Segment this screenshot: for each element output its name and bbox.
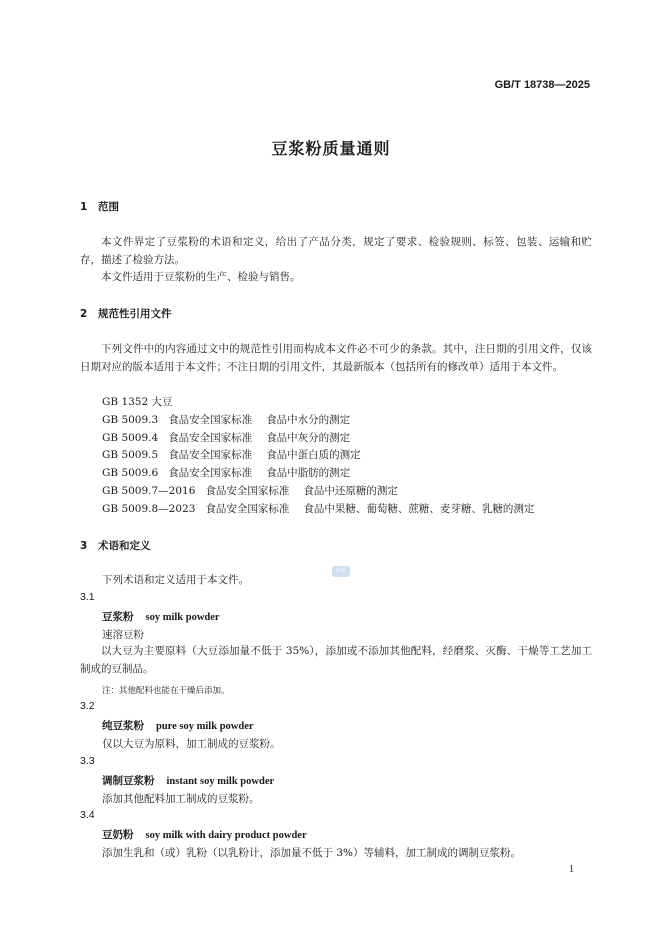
- reference-title: 食品中脂肪的测定: [266, 467, 351, 479]
- reference-title: 食品中水分的测定: [266, 414, 351, 426]
- page-number: 1: [569, 864, 574, 875]
- section-3-heading: [80, 538, 151, 553]
- document-title: 豆浆粉质量通则: [271, 139, 391, 158]
- section-title: 范围: [98, 201, 119, 213]
- term-en: instant soy milk powder: [166, 776, 275, 787]
- section-number: 3: [80, 540, 88, 552]
- section-title: 规范性引用文件: [98, 308, 172, 320]
- reference-title: 食品中果糖、葡萄糖、蔗糖、麦芽糖、乳糖的测定: [303, 503, 535, 515]
- term-definition: 仅以大豆为原料，加工制成的豆浆粉。: [102, 738, 281, 750]
- reference-item: [102, 501, 534, 516]
- term-zh: 纯豆浆粉: [102, 720, 144, 732]
- reference-code: GB 5009.3: [102, 414, 159, 426]
- term-definition: 添加生乳和（或）乳粉（以乳粉计，添加量不低于 3%）等辅料，加工制成的调制豆浆粉。: [102, 847, 521, 859]
- term-zh: 豆奶粉: [102, 829, 134, 841]
- publisher-stamp: 标准: [332, 566, 350, 577]
- section-title: 术语和定义: [98, 540, 151, 552]
- term-zh: 豆浆粉: [102, 611, 134, 623]
- term-number: 3.4: [80, 809, 95, 821]
- reference-item: [102, 483, 398, 498]
- reference-item: [102, 465, 350, 480]
- reference-item: [102, 394, 173, 409]
- section-1-heading: [80, 199, 119, 214]
- reference-item: [102, 412, 350, 427]
- section-number: 2: [80, 308, 88, 320]
- term-number: 3.3: [80, 755, 95, 767]
- term-synonym: 速溶豆粉: [102, 629, 144, 641]
- reference-agency: 食品安全国家标准: [168, 467, 253, 479]
- scope-paragraph-2: 本文件适用于豆浆粉的生产、检验与销售。: [101, 271, 301, 283]
- reference-code: GB 5009.4: [102, 432, 159, 444]
- term-zh: 调制豆浆粉: [102, 775, 155, 787]
- term-en: soy milk powder: [145, 612, 220, 623]
- term-heading: [102, 773, 274, 788]
- reference-agency: 食品安全国家标准: [168, 449, 253, 461]
- term-definition: 添加其他配料加工制成的豆浆粉。: [102, 793, 260, 805]
- reference-code: GB 5009.8—2023: [102, 503, 196, 515]
- standard-code: GB/T 18738—2025: [494, 79, 590, 91]
- reference-code: GB 1352: [102, 396, 149, 408]
- term-number: 3.2: [80, 700, 95, 712]
- term-definition: 以大豆为主要原料（大豆添加量不低于 35%），添加或不添加其他配料，经磨浆、灭酶、干燥等工艺加工制成的豆制品。: [80, 645, 592, 675]
- terms-intro: 下列术语和定义适用于本文件。: [102, 574, 249, 586]
- scope-paragraph-1: 本文件界定了豆浆粉的术语和定义，给出了产品分类，规定了要求、检验规则、标签、包装、运输和贮存，描述了检验方法。: [80, 236, 592, 266]
- reference-item: [102, 430, 350, 445]
- term-note: 注：其他配料也能在干燥后添加。: [102, 686, 230, 696]
- section-2-heading: [80, 306, 172, 321]
- reference-title: 食品中还原糖的测定: [303, 485, 398, 497]
- references-intro: 下列文件中的内容通过文中的规范性引用而构成本文件必不可少的条款。其中，注日期的引用文件，仅该日期对应的版本适用于本文件；不注日期的引用文件，其最新版本（包括所有的修改单）适用于本文件。: [80, 343, 592, 373]
- term-en: pure soy milk powder: [156, 721, 254, 732]
- term-en: soy milk with dairy product powder: [145, 830, 307, 841]
- reference-agency: 食品安全国家标准: [205, 485, 290, 497]
- reference-title: 食品中灰分的测定: [266, 432, 351, 444]
- term-heading: [102, 718, 254, 733]
- section-number: 1: [80, 201, 88, 213]
- reference-code: GB 5009.7—2016: [102, 485, 196, 497]
- reference-title: 食品中蛋白质的测定: [266, 449, 361, 461]
- reference-code: GB 5009.6: [102, 467, 159, 479]
- reference-agency: 食品安全国家标准: [168, 432, 253, 444]
- reference-item: [102, 447, 361, 462]
- reference-agency: 食品安全国家标准: [168, 414, 253, 426]
- term-heading: [102, 827, 307, 842]
- reference-title: 大豆: [151, 396, 173, 408]
- reference-agency: 食品安全国家标准: [205, 503, 290, 515]
- term-number: 3.1: [80, 591, 95, 603]
- reference-code: GB 5009.5: [102, 449, 159, 461]
- term-heading: [102, 609, 220, 624]
